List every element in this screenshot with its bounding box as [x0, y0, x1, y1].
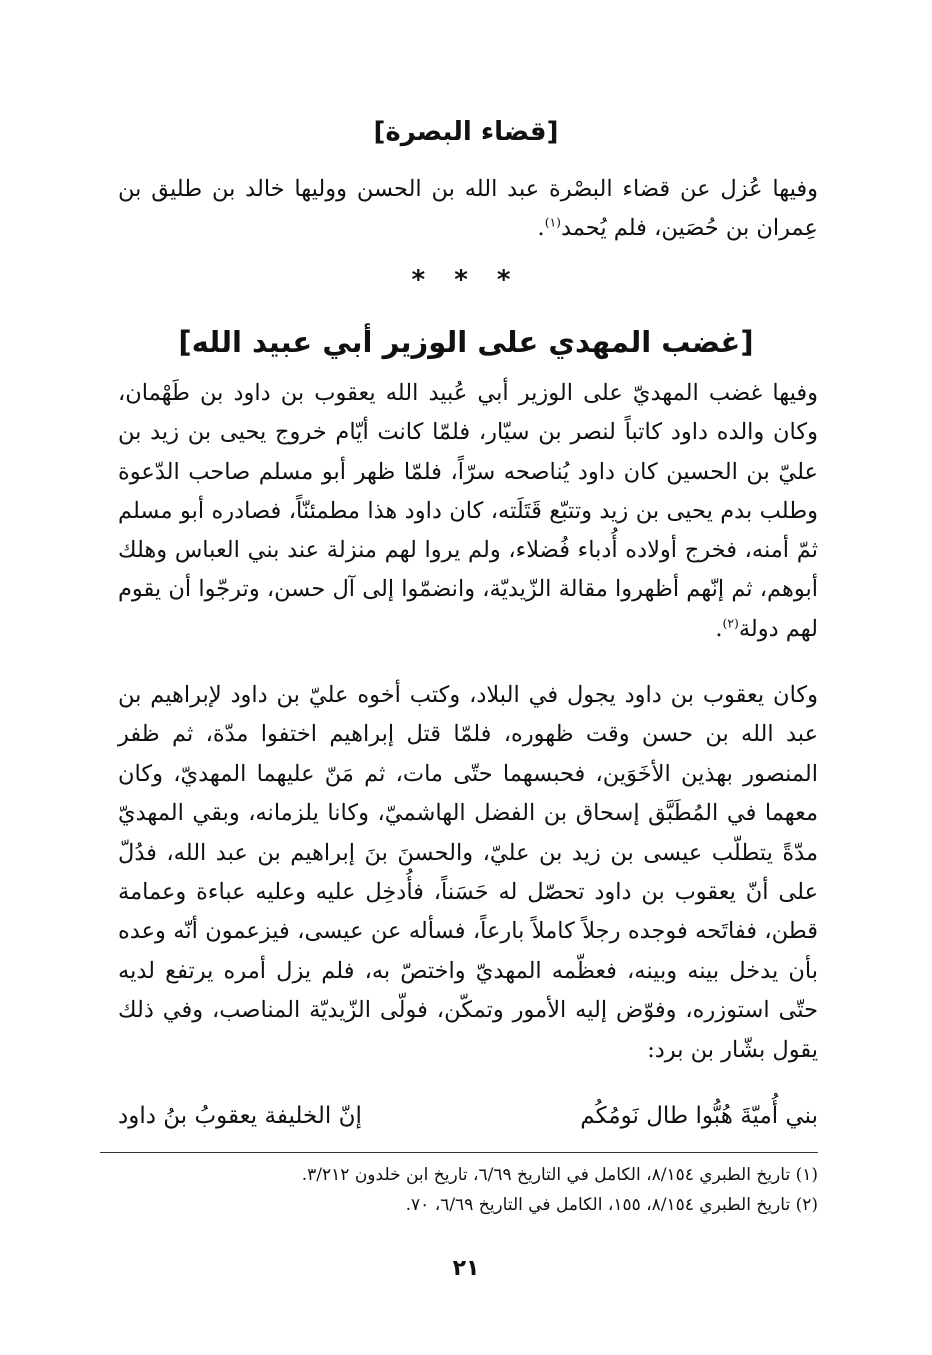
verse-second-hemistich: إنّ الخليفة يعقوبُ بنُ داود — [118, 1103, 362, 1129]
section-heading-basra-judiciary: [قضاء البصرة] — [373, 117, 559, 147]
paragraph-mahdi-anger — [118, 374, 818, 649]
footnote-ref-1[interactable]: (١) — [544, 215, 561, 230]
footnote-ref-2[interactable]: (٢) — [722, 616, 739, 631]
section-heading-mahdi-anger: [غضب المهدي على الوزير أبي عبيد الله] — [178, 325, 754, 359]
paragraph-basra-judiciary — [118, 170, 818, 248]
footnote-1: (١) تاريخ الطبري ٨/١٥٤، الكامل في التاريخ ٦/٦٩، تاريخ ابن خلدون ٣/٢١٢. — [301, 1165, 818, 1185]
paragraph-text: وفيها غضب المهديّ على الوزير أبي عُبيد الله يعقوب بن داود بن طَهْمان، وكان والده داود كاتباً لنصر بن سيّار، فلمّا كانت أيّام خروج يحيى بن زيد بن عليّ بن الحسين كان داود يُناصحه سرّاً، فلمّا ظهر أبو مسلم صاحب الدّعوة وطلب بدم يحيى بن زيد وتتبّع قَتَلَته، كان داود هذا مطمئنّاً، فصادره أبو مسلم ثمّ أمنه، فخرج أولاده أُدباء فُضلاء، ولم يروا لهم منزلة عند بني العباس وهلك أبوهم، ثم إنّهم أظهروا مقالة الزّيديّة، وانضمّوا إلى آل حسن، وترجّوا أن يقوم لهم دولة — [118, 380, 818, 642]
verse-first-hemistich: بني أُميّةَ هُبُّوا طال نَومُكُم — [580, 1103, 818, 1129]
footnote-divider — [100, 1152, 818, 1153]
poetry-verse — [118, 1096, 818, 1136]
page-number: ٢١ — [452, 1256, 480, 1281]
footnotes-list — [118, 1160, 818, 1220]
paragraph-end: . — [715, 615, 723, 642]
section-separator: * * * — [411, 265, 521, 295]
paragraph-yaqub-career: وكان يعقوب بن داود يجول في البلاد، وكتب أخوه عليّ بن داود لإبراهيم بن عبد الله بن حسن وقت ظهوره، فلمّا قتل إبراهيم اختفوا مدّة، ثم ظفر المنصور بهذين الأخَوَين، فحبسهما حتّى مات، ثم مَنّ عليهما المهديّ، وكان معهما في المُطَبَّق إسحاق بن الفضل الهاشميّ، وكانا يلزمانه، وبقي المهديّ مدّةً يتطلّب عيسى بن زيد بن عليّ، والحسنَ بنَ إبراهيم بن عبد الله، فدُلّ على أنّ يعقوب بن داود تحصّل له حَسَناً، فأُدخِل عليه وعليه عباءة وعمامة قطن، ففاتَحه فوجده رجلاً كاملاً بارعاً، فسأله عن عيسى، فيزعمون أنّه وعده بأن يدخل بينه وبينه، فعظّمه المهديّ واختصّ به، فلم يزل أمره يرتفع لديه حتّى استوزره، وفوّض إليه الأمور وتمكّن، فولّى الزّيديّة المناصب، وفي ذلك يقول بشّار بن برد: — [118, 682, 818, 1063]
paragraph-text: وفيها عُزل عن قضاء البصْرة عبد الله بن الحسن ووليها خالد بن طليق بن عِمران بن حُصَين، فلم يُحمد — [118, 176, 818, 241]
paragraph-end: . — [537, 215, 545, 241]
footnote-2: (٢) تاريخ الطبري ٨/١٥٤، ١٥٥، الكامل في التاريخ ٦/٦٩، ٧٠. — [405, 1195, 818, 1215]
